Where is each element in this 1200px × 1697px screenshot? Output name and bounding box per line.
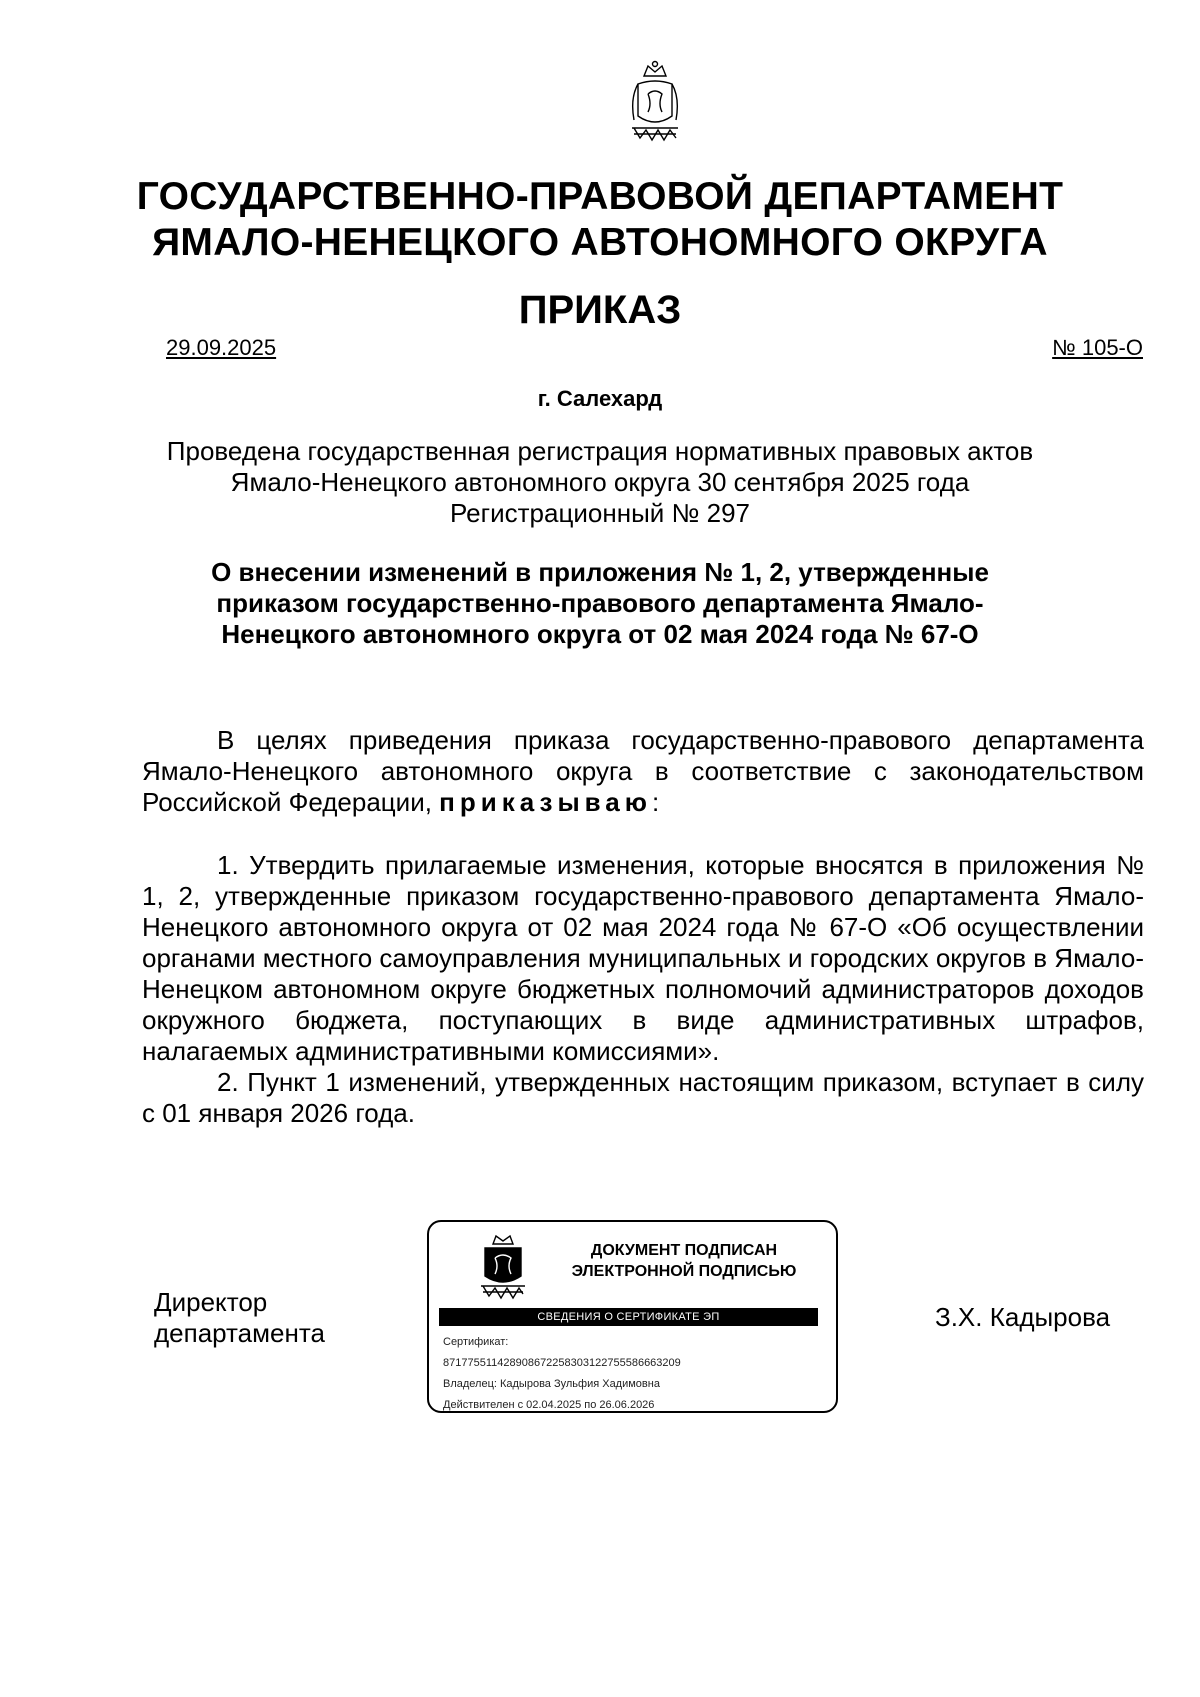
electronic-signature-stamp: [427, 1220, 838, 1413]
order-word: приказываю: [439, 787, 652, 817]
signatory-role-line-2: департамента: [154, 1318, 325, 1348]
coat-of-arms-icon: [624, 58, 686, 148]
subject-line-1: О внесении изменений в приложения № 1, 2, утвержденные: [211, 557, 989, 587]
signatory-name: З.Х. Кадырова: [935, 1302, 1111, 1332]
stamp-title-line-1: ДОКУМЕНТ ПОДПИСАН: [590, 1242, 778, 1259]
department-name: [0, 174, 1200, 266]
stamp-title: [569, 1240, 799, 1282]
order-item-2: 2. Пункт 1 изменений, утвержденных настоящим приказом, вступает в силу с 01 января 2026 года.: [142, 1067, 1144, 1128]
stamp-certificate-info: [443, 1332, 681, 1416]
cert-label: Сертификат:: [443, 1336, 509, 1348]
preamble-text: В целях приведения приказа государственно-правового департамента Ямало-Ненецкого автономного округа в соответствие с законодательством Российской Федерации,: [142, 725, 1144, 817]
coat-of-arms-icon: [473, 1230, 533, 1302]
order-subject: [0, 557, 1200, 650]
registration-line-1: Проведена государственная регистрация нормативных правовых актов: [166, 436, 1034, 466]
signatory-role-line-1: Директор: [154, 1287, 268, 1317]
document-number: № 105-О: [1052, 335, 1143, 360]
preamble-paragraph: [142, 725, 1144, 818]
cert-owner: Владелец: Кадырова Зульфия Хадимовна: [443, 1378, 660, 1390]
order-item-1: 1. Утвердить прилагаемые изменения, которые вносятся в приложения № 1, 2, утвержденные приказом государственно-правового департамента Ямало-Ненецкого автономного округа от 02 мая 2024 года № 67-О «Об осуществлении органами местного самоуправления муниципальных и городских округов в Ямало-Ненецком автономном округе бюджетных полномочий администраторов доходов окружного бюджета, поступающих в виде административных штрафов, налагаемых административными комиссиями».: [142, 850, 1144, 1066]
registration-line-2: Ямало-Ненецкого автономного округа 30 сентября 2025 года: [230, 467, 970, 497]
subject-line-3: Ненецкого автономного округа от 02 мая 2024 года № 67-О: [221, 619, 979, 649]
department-line-1: ГОСУДАРСТВЕННО-ПРАВОВОЙ ДЕПАРТАМЕНТ: [136, 175, 1064, 218]
preamble-end: :: [651, 787, 660, 817]
stamp-title-line-2: ЭЛЕКТРОННОЙ ПОДПИСЬЮ: [571, 1263, 797, 1280]
order-items: [142, 850, 1144, 1129]
document-type: ПРИКАЗ: [518, 288, 682, 332]
signatory-role: [154, 1287, 325, 1349]
registration-note: [0, 436, 1200, 529]
stamp-certificate-bar: СВЕДЕНИЯ О СЕРТИФИКАТЕ ЭП: [439, 1308, 818, 1326]
cert-number: 871775511428908672258303122755586663209: [443, 1357, 681, 1369]
city: г. Салехард: [537, 386, 663, 411]
document-date: 29.09.2025: [166, 335, 277, 360]
registration-line-3: Регистрационный № 297: [449, 498, 750, 528]
department-line-2: ЯМАЛО-НЕНЕЦКОГО АВТОНОМНОГО ОКРУГА: [152, 221, 1048, 264]
subject-line-2: приказом государственно-правового департамента Ямало-: [216, 588, 984, 618]
cert-validity: Действителен с 02.04.2025 по 26.06.2026: [443, 1399, 655, 1411]
